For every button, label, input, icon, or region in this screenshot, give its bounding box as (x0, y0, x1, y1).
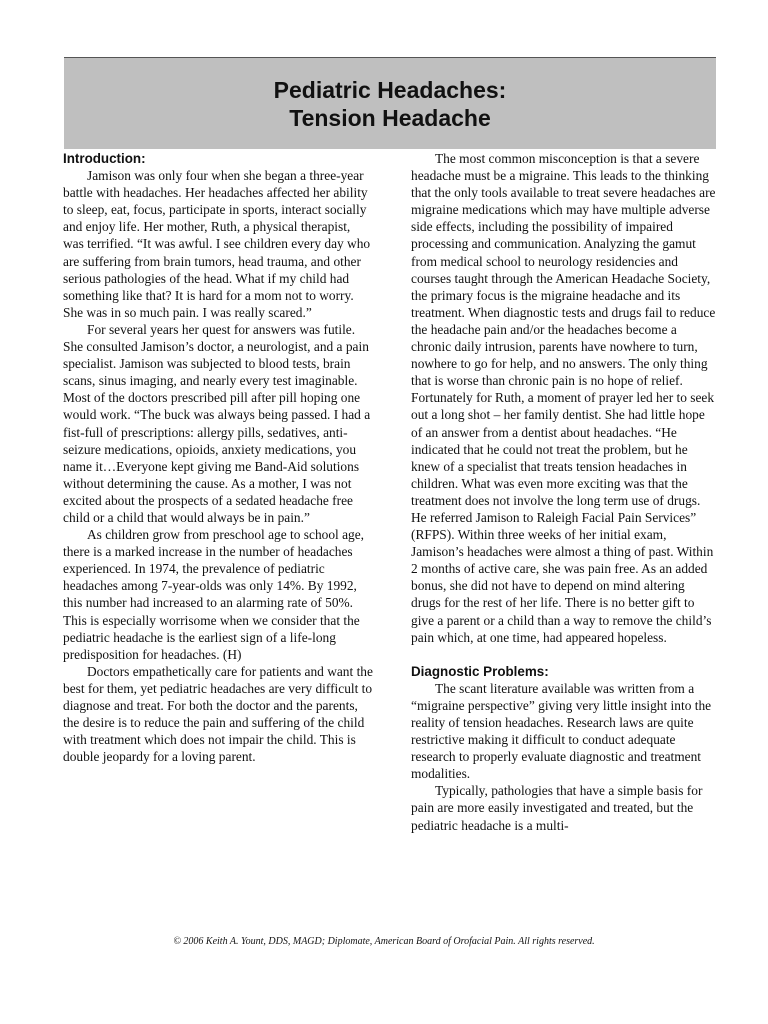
paragraph: The most common misconception is that a severe headache must be a migraine. This leads to the thinking that the only tools available to treat severe headaches are migraine medications which may have multiple adverse side effects, including the possibility of impaired processing and communication. Analyzing the gamut from medical school to neurology residencies and courses taught through the American Headache Society, the primary focus is the migraine headache and its treatment. When diagnostic tests and drugs fail to reduce the headache pain and/or the headaches become a chronic daily intrusion, parents have nowhere to turn, nowhere to go for help, and no answers. The only thing that is worse than chronic pain is no hope of relief. Fortunately for Ruth, a moment of prayer led her to seek out a long shot – her family dentist. She had little hope of an answer from a dentist about headaches. “He indicated that he could not treat the problem, but he knew of a specialist that treats tension headaches in children. What was even more exciting was that the treatment does not involve the long term use of drugs. He referred Jamison to Raleigh Facial Pain Services” (RFPS). Within three weeks of her initial exam, Jamison’s headaches were almost a thing of past. Within 2 months of active care, she was pain free. As an added bonus, she did not have to depend on mind altering drugs for the rest of her life. There is no better gift to give a parent or a child than a way to remove the child’s pain which, at one time, had appeared hopeless. (411, 151, 716, 645)
paragraph: For several years her quest for answers was futile. She consulted Jamison’s doctor, a neurologist, and a pain specialist. Jamison was subjected to blood tests, brain scans, sinus imaging, and nearly every test imaginable. Most of the doctors prescribed pill after pill hoping one would work. “The buck was always being passed. I had a fist-full of prescriptions: allergy pills, sedatives, anti-seizure medications, opioids, anxiety medications, you name it…Everyone kept giving me Band-Aid solutions without determining the cause. As a mother, I was not excited about the prospects of a sedated headache free child or a child that would always be in pain.” (63, 321, 371, 525)
paragraph: Typically, pathologies that have a simple basis for pain are more easily investigated and treated, but the pediatric headache is a multi- (411, 783, 703, 833)
left-column (63, 150, 374, 765)
copyright-footer: © 2006 Keith A. Yount, DDS, MAGD; Diplomate, American Board of Orofacial Pain. All rights reserved. (173, 936, 595, 947)
right-column (411, 150, 716, 834)
page-subtitle: Tension Headache (289, 105, 491, 131)
paragraph: As children grow from preschool age to school age, there is a marked increase in the number of headaches experienced. In 1974, the prevalence of pediatric headaches among 7-year-olds was only 14%. By 1992, this number had increased to an alarming rate of 50%. This is especially worrisome when we consider that the pediatric headache is the earliest sign of a life-long predisposition for headaches. (H) (63, 527, 365, 662)
paragraph: Jamison was only four when she began a three-year battle with headaches. Her headaches affected her ability to sleep, eat, focus, participate in sports, interact socially and enjoy life. Her mother, Ruth, a physical therapist, was terrified. “It was awful. I see children every day who are suffering from brain tumors, head trauma, and other serious pathologies of the head. What if my child had something like that? It is hard for a mom not to worry. She was in so much pain. I was really scared.” (63, 168, 371, 320)
section-heading-introduction: Introduction: (63, 151, 146, 166)
page-title: Pediatric Headaches: (273, 77, 507, 103)
title-banner (64, 57, 716, 149)
section-heading-diagnostic-problems: Diagnostic Problems: (411, 663, 549, 679)
paragraph: Doctors empathetically care for patients and want the best for them, yet pediatric headaches are very difficult to diagnose and treat. For both the doctor and the parents, the desire is to reduce the pain and suffering of the child with treatment which does not impair the child. This is double jeopardy for a loving parent. (63, 663, 373, 765)
paragraph: The scant literature available was written from a “migraine perspective” giving very little insight into the reality of tension headaches. Research laws are quite restrictive making it difficult to conduct adequate research to properly evaluate diagnostic and treatment modalities. (411, 680, 712, 782)
